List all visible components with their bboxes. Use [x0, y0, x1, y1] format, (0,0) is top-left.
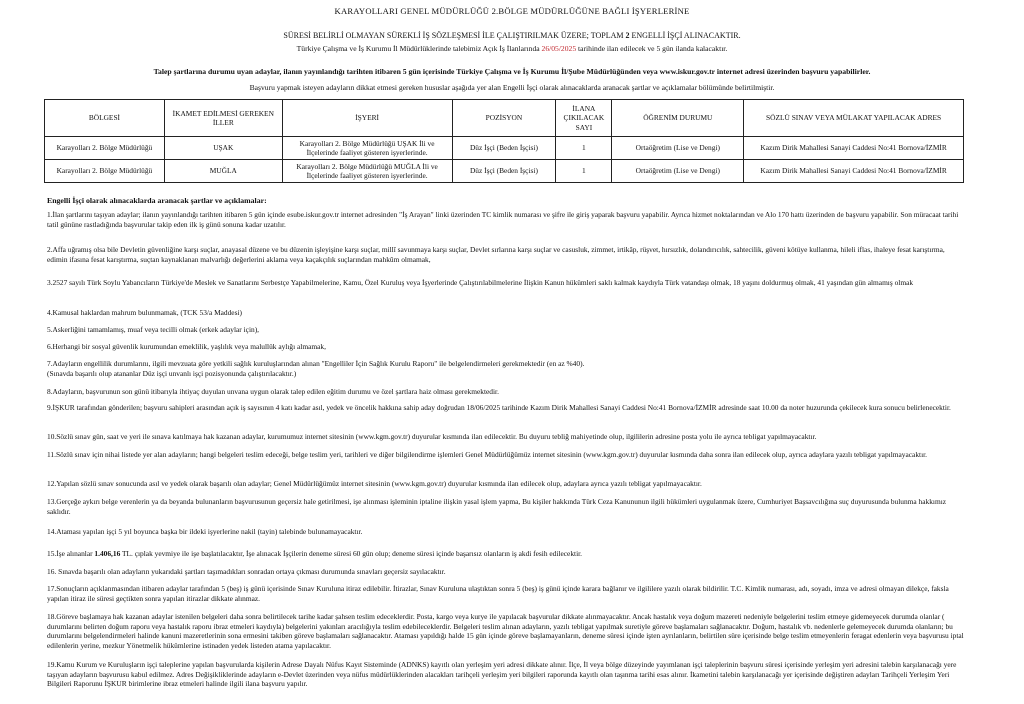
requirement-item-4: 4.Kamusal haklardan mahrum bulunmamak, (TCK 53/a Maddesi) — [47, 308, 242, 317]
cell-residence: UŞAK — [164, 137, 282, 160]
requirement-item-9: 9.İŞKUR tarafından gönderilen; başvuru sahipleri arasından açık iş sayısının 4 katı kadar asıl, yedek ve öncelik hakkına sahip aday doğrudan 18/06/2025 tarihinde Kazım Dirik Mahallesi Sanayi Caddesi No:41 Bornova/İZMİR adresinde saat 10.00 da noter huzurunda çekilecek kura sonucu belirlenecektir. — [47, 403, 951, 412]
announcement-subtitle: SÜRESİ BELİRLİ OLMAYAN SÜREKLİ İŞ SÖZLEŞMESİ İLE ÇALIŞTIRILMAK ÜZERE; TOPLAM 2 ENGELLİ İŞÇİ ALINACAKTIR. — [283, 31, 741, 40]
col-header-count: İLANA ÇIKILACAK SAYI — [556, 100, 612, 137]
cell-workplace: Karayolları 2. Bölge Müdürlüğü MUĞLA İli ve İlçelerinde faaliyet gösteren işyerlerinde. — [282, 160, 452, 183]
cell-residence: MUĞLA — [164, 160, 282, 183]
requirement-item-13: 13.Gerçeğe aykırı belge verenlerin ya da beyanda bulunanların başvurusunun geçersiz hale getirilmesi, işe alınması işleminin iptaline ilişkin yasal işlem yapma, Bu kişiler hakkında Türk Ceza Kanununun ilgili hükümleri uygulanmak üzere, Cumhuriyet Başsavcılığına suç duyurusunda bulunma hakkımız saklıdır. — [47, 497, 947, 516]
requirement-item-5: 5.Askerliğini tamamlamış, muaf veya tecilli olmak (erkek adaylar için), — [47, 325, 259, 334]
publication-date: 26/05/2025 — [541, 44, 577, 53]
daily-wage: 1.406,16 — [94, 549, 121, 558]
requirement-item-10: 10.Sözlü sınav gün, saat ve yeri ile sınava katılmaya hak kazanan adaylar, kurumumuz internet sitesinin (www.kgm.gov.tr) duyurular kısmında ilan edilecektir. Bu duyuru tebliğ mahiyetinde olup, ilgililerin adresine posta yolu ile ayrıca tebligat yapılmayacaktır. — [47, 432, 817, 441]
cell-region: Karayolları 2. Bölge Müdürlüğü — [45, 137, 165, 160]
cell-education: Ortaöğretim (Lise ve Dengi) — [612, 160, 744, 183]
worker-count: 2 — [625, 31, 630, 40]
requirement-item-11: 11.Sözlü sınav için nihai listede yer alan adayların; hangi belgeleri teslim edeceği, belge teslim yeri, tarihleri ve diğer bilgilendirme işlemleri Genel Müdürlüğümüz internet sitesinin (www.kgm.gov.tr) duyurular kısmında daha sonra ilan edilecek olup, ayrıca adaylara yazılı tebligat yapılmayacaktır. — [47, 450, 928, 459]
table-row — [45, 137, 964, 160]
requirement-item-15: 15.İşe alınanlar 1.406,16 TL. çıplak yevmiye ile işe başlatılacaktır, İşe alınacak İşçilerin deneme süresi 60 gün olup; deneme süresi içinde başarısız olanların iş akdi fesih edilecektir. — [47, 549, 583, 558]
col-header-region: BÖLGESİ — [45, 100, 165, 137]
requirement-item-14: 14.Ataması yapılan işçi 5 yıl boyunca başka bir ildeki işyerlerine nakil (tayin) talebinde bulunamayacaktır. — [47, 527, 363, 536]
cell-position: Düz İşçi (Beden İşçisi) — [452, 137, 556, 160]
requirement-item-18: 18.Göreve başlamaya hak kazanan adaylar istenilen belgeleri daha sonra belirtilecek tarihe kadar şahsen teslim edeceklerdir. Posta, kargo veya kurye ile yapılacak başvurular dikkate alınmayacaktır. Ancak hastalık veya doğum mazereti nedeniyle belgelerini teslim etmeye gidemeyecek durumda olanlar ( durumlarını belirten doğum raporu veya hastalık raporu ibraz etmeleri kaydıyla) belgelerini yakınları aracılığıyla teslim edebileceklerdir. Belgeleri teslim alınan adayların, yazılı tebligat yapılmak suretiyle göreve başlamaları sağlanacaktır. Doğum, hastalık vb. nedenlerle gelemeyecek durumda olanların; bu durumlarını belgelendirmeleri halinde kanuni mazeretlerinin sona ermesini takiben göreve başlamaları sağlanacaktır. Ataması yapıldığı halde 15 gün içinde göreve başlamayanların, deneme süresi içinde işten ayrılanların, belirtilen süre içerisinde belge teslim etmeyenlerin feragat edenlerin veya başvurusu iptal edilenlerin yerine, mezkur Yönetmelik hükümlerine istinaden yedek listeden atama yapılacaktır. — [47, 612, 964, 650]
announcement-title: KARAYOLLARI GENEL MÜDÜRLÜĞÜ 2.BÖLGE MÜDÜRLÜĞÜNE BAĞLI İŞYERLERİNE — [334, 6, 690, 16]
requirement-item-16: 16. Sınavda başarılı olan adayların yukarıdaki şartları taşımadıkları sonradan ortaya çıkması durumunda sınavları geçersiz sayılacaktır. — [47, 567, 446, 576]
requirement-item-3: 3.2527 sayılı Türk Soylu Yabancıların Türkiye'de Meslek ve Sanatlarını Serbestçe Yapabilmelerine, Kamu, Özel Kuruluş veya İşyerlerinde Çalıştırılabilmelerine İlişkin Kanun hükümleri saklı kalmak kaydıyla Türk vatandaşı olmak, 18 yaşını doldurmuş olmak, 41 yaşından gün almamış olmak — [47, 278, 914, 287]
cell-address: Kazım Dirik Mahallesi Sanayi Caddesi No:41 Bornova/İZMİR — [744, 137, 964, 160]
requirement-item-7: 7.Adayların engellilik durumlarını, ilgili mevzuata göre yetkili sağlık kuruluşlarından alınan "Engelliler İçin Sağlık Kurulu Raporu" ile belgelendirmeleri gerekmektedir (en az %40). — [47, 359, 585, 368]
cell-address: Kazım Dirik Mahallesi Sanayi Caddesi No:41 Bornova/İZMİR — [744, 160, 964, 183]
requirement-item-17: 17.Sonuçların açıklanmasından itibaren adaylar tarafından 5 (beş) iş günü içerisinde Sınav Kuruluna itiraz edilebilir. İtirazlar, Sınav Kuruluna ulaştıktan sonra 5 (beş) iş günü içinde karara bağlanır ve ilgililere yazılı olarak bildirilir. T.C. Kimlik numarası, adı, soyadı, imza ve adresi olmayan dilekçe, faksla yapılan itiraz ile süresi geçtikten sonra yapılan itirazlar dikkate alınmaz. — [47, 584, 949, 603]
requirement-item-8: 8.Adayların, başvurunun son günü itibarıyla ihtiyaç duyulan unvana uygun olarak talep edilen eğitim durumu ve özel şartlara haiz olması gerekmektedir. — [47, 387, 499, 396]
col-header-position: POZİSYON — [452, 100, 556, 137]
cell-workplace: Karayolları 2. Bölge Müdürlüğü UŞAK İli ve İlçelerinde faaliyet gösteren işyerlerinde. — [282, 137, 452, 160]
col-header-address: SÖZLÜ SINAV VEYA MÜLAKAT YAPILACAK ADRES — [744, 100, 964, 137]
table-header-row — [45, 100, 964, 137]
requirement-item-7-note: (Sınavda başarılı olup atananlar Düz işçi unvanlı işçi pozisyonunda çalıştırılacaktır.) — [47, 369, 297, 378]
cell-region: Karayolları 2. Bölge Müdürlüğü — [45, 160, 165, 183]
col-header-workplace: İŞYERİ — [282, 100, 452, 137]
requirement-item-19: 19.Kamu Kurum ve Kuruluşların işçi taleplerine yapılan başvurularda kişilerin Adrese Dayalı Nüfus Kayıt Sisteminde (ADNKS) kayıtlı olan yerleşim yeri adresi dikkate alınır. İlçe, İl veya bölge düzeyinde yayımlanan işçi taleplerinin başvuru süresi içerisinde yerleşim yeri adresini talebin karşılanacağı yere taşıyan adayların başvurusu kabul edilmez. Adres Değişikliklerinde adayların e-Devlet üzerinden veya nüfus müdürlüklerinden alacakları tarihçeli yerleşim yeri bilgileri raporunda kayıtlı olan taşınma tarihi esas alınır. İkametini talebin karşılanacağı yer içerisinde değiştiren adayları Tarihçeli Yerleşim Yeri Bilgileri Raporunu İŞKUR birimlerine ibraz etmeleri halinde ilgili ilana başvuru yapılır. — [47, 660, 957, 689]
requirement-item-6: 6.Herhangi bir sosyal güvenlik kurumundan emeklilik, yaşlılık veya malullük aylığı almamak, — [47, 342, 326, 351]
publication-notice: Türkiye Çalışma ve İş Kurumu İl Müdürlüklerinde talebimiz Açık İş İlanlarında 26/05/2025 tarihinde ilan edilecek ve 5 gün ilanda kalacaktır. — [296, 44, 728, 53]
cell-count: 1 — [556, 160, 612, 183]
requirements-title: Engelli İşçi olarak alınacaklarda aranacak şartlar ve açıklamalar: — [47, 196, 267, 205]
col-header-education: ÖĞRENİM DURUMU — [612, 100, 744, 137]
application-notice: Talep şartlarına durumu uyan adaylar, ilanın yayınlandığı tarihten itibaren 5 gün içerisinde Türkiye Çalışma ve İş Kurumu İl/Şube Müdürlüğünden veya www.iskur.gov.tr internet adresi üzerinden başvuru yapabilirler. — [153, 67, 871, 76]
table-row — [45, 160, 964, 183]
requirement-item-1: 1.İlan şartlarını taşıyan adaylar; ilanın yayınlandığı tarihten itibaren 5 gün içinde esube.iskur.gov.tr internet adresinden "İş Arayan" linki üzerinden TC kimlik numarası ve şifre ile giriş yaparak başvuru yapabilir. Ayrıca hizmet noktalarından ve Alo 170 hattı üzerinden de başvuru yapabilir. Son müracaat tarihi tatil gününe rastladığında başvurular takip eden ilk iş günü sonuna kadar uzatılır. — [47, 210, 959, 229]
cell-education: Ortaöğretim (Lise ve Dengi) — [612, 137, 744, 160]
intro-text: Başvuru yapmak isteyen adayların dikkat etmesi gereken hususlar aşağıda yer alan Engelli İşçi olarak alınacaklarda aranacak şartlar ve açıklamalar bölümünde belirtilmiştir. — [249, 83, 775, 92]
requirement-item-2: 2.Affa uğramış olsa bile Devletin güvenliğine karşı suçlar, anayasal düzene ve bu düzenin işleyişine karşı suçlar, millî savunmaya karşı suçlar, Devlet sırlarına karşı suçlar ve casusluk, zimmet, irtikâp, rüşvet, hırsızlık, dolandırıcılık, sahtecilik, güveni kötüye kullanma, hileli iflas, ihaleye fesat karıştırma, edimin ifasına fesat karıştırma, suçtan kaynaklanan malvarlığı değerlerini aklama veya kaçakçılık suçlarından mahkûm olmamak, — [47, 245, 945, 264]
positions-table — [44, 99, 964, 183]
cell-count: 1 — [556, 137, 612, 160]
cell-position: Düz İşçi (Beden İşçisi) — [452, 160, 556, 183]
requirement-item-12: 12.Yapılan sözlü sınav sonucunda asıl ve yedek olarak başarılı olan adaylar; Genel Müdürlüğümüz internet sitesinin (www.kgm.gov.tr) duyurular kısmında ilan edilecek olup, adaylara ayrıca yazılı tebligat yapılmayacaktır. — [47, 479, 702, 488]
col-header-residence: İKAMET EDİLMESİ GEREKEN İLLER — [164, 100, 282, 137]
